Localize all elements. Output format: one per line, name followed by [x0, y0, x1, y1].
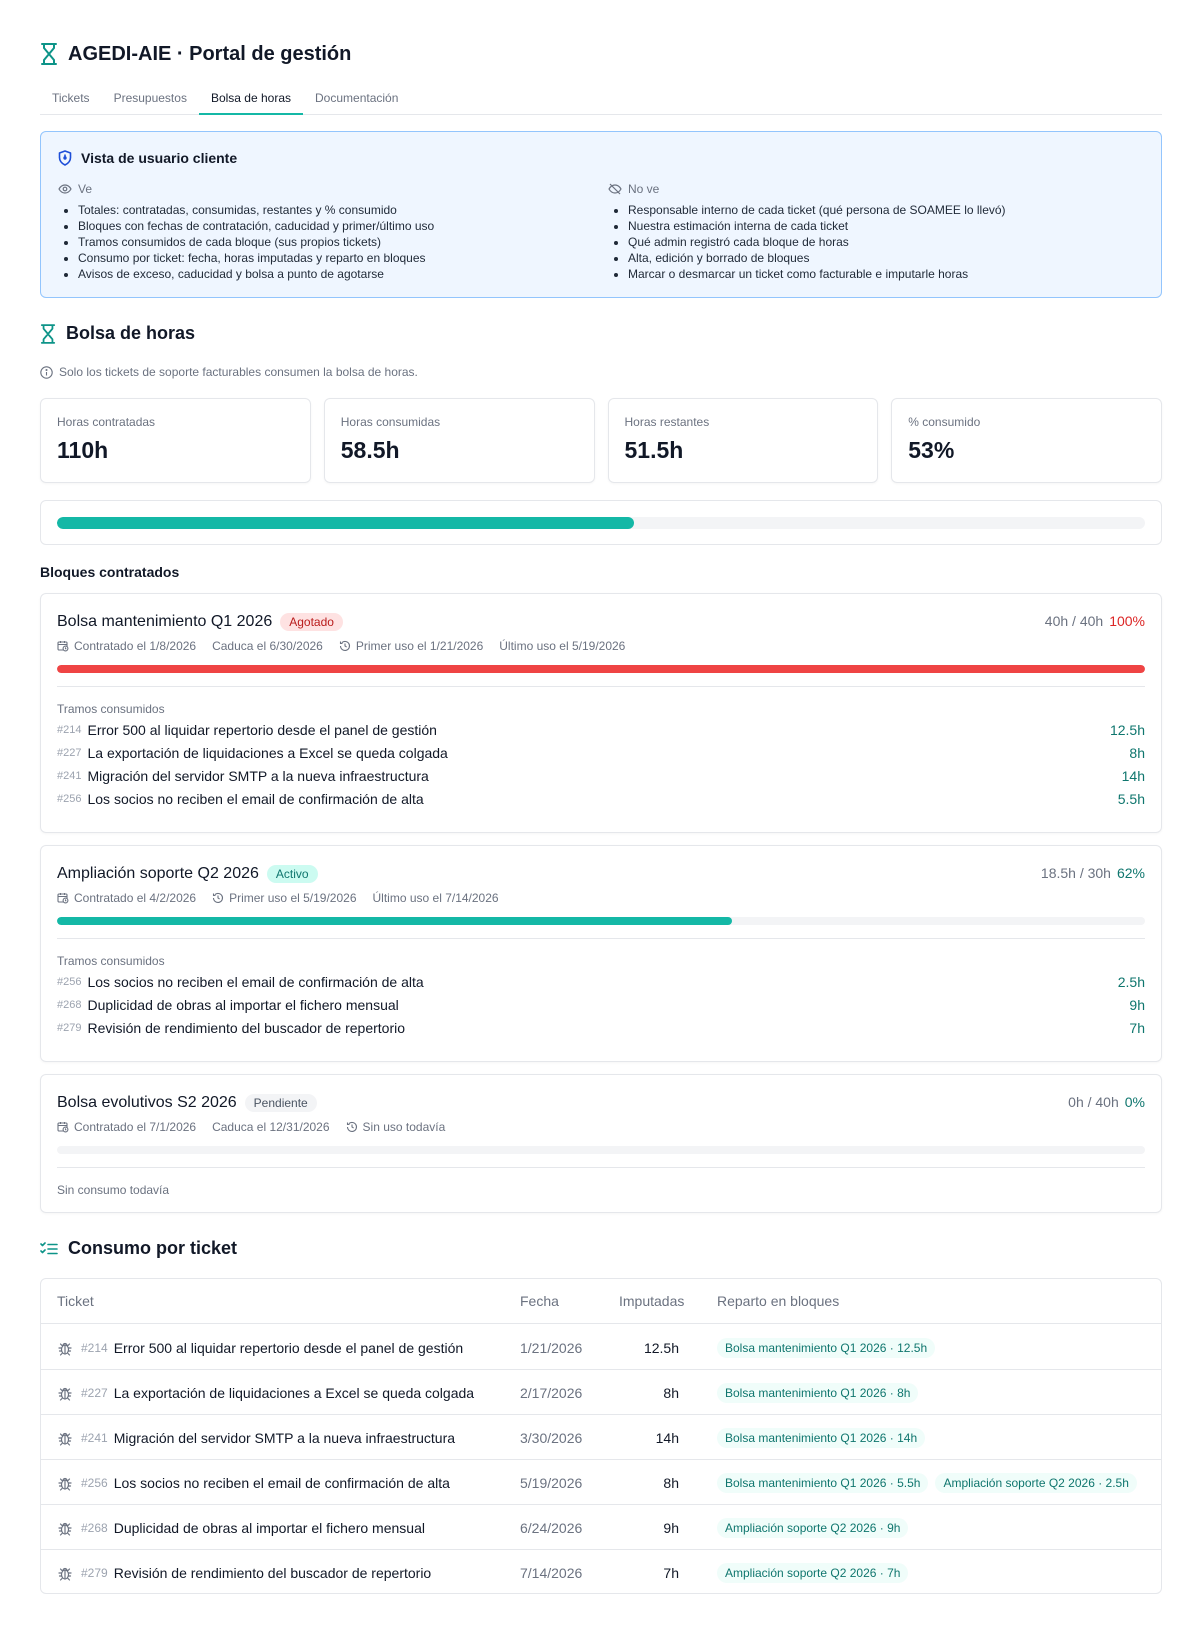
block-allocation-chip: Bolsa mantenimiento Q1 2026 · 5.5h [717, 1473, 928, 1493]
ticket-hours: 8h [663, 1474, 679, 1491]
block-usage-percent: 62% [1116, 865, 1145, 881]
ticket-title: La exportación de liquidaciones a Excel se queda colgada [87, 745, 448, 761]
ticket-title: Duplicidad de obras al importar el fichero mensual [87, 997, 399, 1013]
list-item: • Bloques con fechas de contratación, caducidad y primer/último uso [78, 218, 578, 234]
tab-bar [40, 84, 1162, 115]
tramo-hours: 7h [1129, 1020, 1145, 1036]
bolsa-heading [40, 323, 195, 344]
tramos-label: Tramos consumidos [57, 954, 165, 968]
list-item: • Alta, edición y borrado de bloques [628, 250, 1128, 266]
ticket-hours: 7h [663, 1564, 679, 1581]
block-usage [1068, 1094, 1145, 1110]
block-allocation [717, 1370, 925, 1415]
client-view-heading [58, 150, 237, 166]
stat-value: 53% [908, 437, 955, 463]
empty-consumption-text: Sin consumo todavía [57, 1183, 170, 1197]
tab-tickets[interactable]: Tickets [52, 91, 90, 105]
bug-icon [57, 1565, 73, 1581]
ticket-cell [57, 1415, 455, 1460]
overall-progress-fill [57, 517, 634, 529]
last-use-date: Último uso el 7/14/2026 [372, 891, 499, 905]
stat-card [891, 398, 1162, 483]
tab-presupuestos[interactable]: Presupuestos [113, 91, 187, 105]
block-header [57, 613, 343, 631]
not-sees-label: No ve [628, 182, 660, 196]
meta-text: Contratado el 1/8/2026 [74, 639, 197, 653]
block-usage-percent: 0% [1124, 1094, 1145, 1110]
ticket-cell [57, 1460, 450, 1505]
sees-label: Ve [78, 182, 93, 196]
block-usage-percent: 100% [1109, 613, 1145, 629]
sees-column [58, 181, 578, 282]
status-badge: Activo [267, 865, 318, 883]
table-row[interactable] [41, 1325, 1161, 1370]
last-use-date: Último uso el 5/19/2026 [499, 639, 626, 653]
table-row[interactable] [41, 1460, 1161, 1505]
table-header [41, 1279, 1161, 1324]
block-card [40, 1074, 1162, 1213]
bug-icon [57, 1385, 73, 1401]
tramos-label: Tramos consumidos [57, 702, 165, 716]
ticket-date: 6/24/2026 [520, 1519, 583, 1536]
block-usage [1045, 613, 1145, 629]
tramo-row [57, 718, 1145, 742]
overall-progress-card [40, 500, 1162, 545]
block-card [40, 593, 1162, 833]
table-row[interactable] [41, 1550, 1161, 1595]
shield-icon [58, 150, 72, 166]
ticket-date: 5/19/2026 [520, 1474, 583, 1491]
ticket-hours: 12.5h [643, 1339, 679, 1356]
bug-icon [57, 1520, 73, 1536]
tramo-row [57, 970, 1145, 994]
list-item: • Tramos consumidos de cada bloque (sus propios tickets) [78, 234, 578, 250]
ticket-id: #256 [57, 793, 82, 805]
tramo-hours: 2.5h [1117, 974, 1145, 990]
block-usage-hours: 18.5h / 30h [1040, 865, 1111, 881]
meta-text: Sin uso todavía [362, 1120, 446, 1134]
block-allocation [717, 1505, 915, 1550]
stat-label: % consumido [908, 415, 981, 429]
ticket-title: Revisión de rendimiento del buscador de repertorio [87, 1020, 405, 1036]
eye-icon [58, 184, 72, 194]
ticket-id: #279 [57, 1022, 82, 1034]
column-header-ticket: Ticket [57, 1293, 94, 1309]
calendar-clock-icon [57, 1121, 69, 1133]
stat-value: 58.5h [340, 437, 400, 463]
block-progress-fill [57, 917, 732, 925]
divider [57, 686, 1145, 687]
ticket-date: 3/30/2026 [520, 1429, 583, 1446]
list-item: • Responsable interno de cada ticket (qué persona de SOAMEE lo llevó) [628, 202, 1128, 218]
block-name: Bolsa mantenimiento Q1 2026 [57, 613, 273, 630]
tab-documentacion[interactable]: Documentación [315, 91, 399, 105]
ticket-title: Duplicidad de obras al importar el fichero mensual [113, 1519, 425, 1536]
tramo-hours: 8h [1129, 745, 1145, 761]
ticket-id: #268 [57, 999, 82, 1011]
block-allocation [717, 1325, 942, 1370]
block-usage [1041, 865, 1145, 881]
ticket-id: #214 [57, 724, 82, 736]
ticket-title: Error 500 al liquidar repertorio desde el panel de gestión [87, 722, 437, 738]
sees-heading [58, 181, 578, 197]
block-usage-hours: 0h / 40h [1068, 1094, 1119, 1110]
block-allocation-chip: Ampliación soporte Q2 2026 · 7h [717, 1563, 908, 1583]
block-header [57, 1094, 317, 1112]
ticket-title: Los socios no reciben el email de confirmación de alta [87, 974, 424, 990]
app-title: AGEDI-AIE · Portal de gestión [68, 42, 352, 65]
meta-text: Primer uso el 5/19/2026 [229, 891, 357, 905]
consumo-heading [40, 1238, 237, 1259]
ticket-date: 7/14/2026 [520, 1564, 583, 1581]
bug-icon [57, 1340, 73, 1356]
table-row[interactable] [41, 1505, 1161, 1550]
bolsa-note-text: Solo los tickets de soporte facturables consumen la bolsa de horas. [59, 365, 418, 379]
meta-text: Primer uso el 1/21/2026 [355, 639, 484, 653]
hourglass-icon [40, 43, 60, 65]
list-item: • Avisos de exceso, caducidad y bolsa a punto de agotarse [78, 266, 578, 282]
block-progress-track [57, 917, 1145, 925]
list-item: • Marcar o desmarcar un ticket como facturable e imputarle horas [628, 266, 1128, 282]
bolsa-title: Bolsa de horas [66, 323, 196, 343]
divider [57, 1167, 1145, 1168]
block-allocation-chip: Bolsa mantenimiento Q1 2026 · 12.5h [717, 1338, 935, 1358]
column-header-imputadas: Imputadas [619, 1293, 685, 1309]
ticket-hours: 8h [663, 1384, 679, 1401]
block-allocation-chip: Ampliación soporte Q2 2026 · 2.5h [935, 1473, 1136, 1493]
block-name: Bolsa evolutivos S2 2026 [57, 1094, 237, 1111]
block-meta [57, 639, 641, 653]
ticket-id: #214 [81, 1340, 108, 1355]
table-row[interactable] [41, 1415, 1161, 1460]
ticket-id: #268 [81, 1520, 108, 1535]
info-icon [40, 366, 53, 379]
eye-off-icon [608, 183, 622, 195]
overall-progress-track [57, 517, 1145, 529]
client-view-panel [40, 131, 1162, 298]
tramo-hours: 9h [1129, 997, 1145, 1013]
first-use-date [339, 639, 483, 653]
status-badge: Pendiente [245, 1094, 317, 1112]
not-sees-heading [608, 181, 1128, 197]
block-meta [57, 891, 515, 905]
block-card [40, 845, 1162, 1062]
tramo-row [57, 1016, 1145, 1040]
ticket-cell [57, 1325, 463, 1370]
history-icon [212, 892, 224, 904]
list-item: • Totales: contratadas, consumidas, restantes y % consumido [78, 202, 578, 218]
ticket-title: Los socios no reciben el email de confirmación de alta [113, 1474, 450, 1491]
expiry-date: Caduca el 6/30/2026 [212, 639, 323, 653]
stat-label: Horas contratadas [57, 415, 156, 429]
table-row[interactable] [41, 1370, 1161, 1415]
tramo-hours: 12.5h [1109, 722, 1145, 738]
calendar-clock-icon [57, 640, 69, 652]
column-header-reparto: Reparto en bloques [717, 1293, 840, 1309]
stat-label: Horas consumidas [340, 415, 441, 429]
tab-bolsa-de-horas[interactable]: Bolsa de horas [199, 84, 303, 115]
ticket-id: #279 [81, 1565, 108, 1580]
history-icon [346, 1121, 358, 1133]
stat-value: 110h [57, 437, 109, 463]
contracted-date [57, 639, 196, 653]
block-allocation-chip: Ampliación soporte Q2 2026 · 9h [717, 1518, 908, 1538]
tramo-hours: 14h [1121, 768, 1145, 784]
ticket-hours: 14h [655, 1429, 679, 1446]
meta-text: Contratado el 4/2/2026 [74, 891, 197, 905]
contracted-date [57, 891, 196, 905]
block-allocation [717, 1460, 1144, 1505]
block-progress-fill [57, 665, 1145, 673]
list-item: • Consumo por ticket: fecha, horas imputadas y reparto en bloques [78, 250, 578, 266]
tramo-row [57, 993, 1145, 1017]
ticket-title: Migración del servidor SMTP a la nueva infraestructura [87, 768, 429, 784]
block-allocation-chip: Bolsa mantenimiento Q1 2026 · 14h [717, 1428, 925, 1448]
ticket-date: 1/21/2026 [520, 1339, 583, 1356]
status-badge: Agotado [280, 613, 343, 631]
client-view-title: Vista de usuario cliente [81, 150, 238, 166]
block-allocation [717, 1550, 915, 1595]
usage-status [346, 1120, 446, 1134]
bolsa-note [40, 365, 418, 379]
ticket-title: La exportación de liquidaciones a Excel se queda colgada [113, 1384, 475, 1401]
block-header [57, 865, 318, 883]
divider [57, 938, 1145, 939]
tramo-row [57, 741, 1145, 765]
stat-card [324, 398, 595, 483]
calendar-clock-icon [57, 892, 69, 904]
ticket-date: 2/17/2026 [520, 1384, 583, 1401]
ticket-title: Revisión de rendimiento del buscador de repertorio [113, 1564, 432, 1581]
ticket-cell [57, 1550, 431, 1595]
contracted-date [57, 1120, 196, 1134]
ticket-cell [57, 1505, 425, 1550]
ticket-hours: 9h [663, 1519, 679, 1536]
app-header [40, 40, 351, 68]
block-allocation [717, 1415, 932, 1460]
meta-text: Contratado el 7/1/2026 [74, 1120, 197, 1134]
ticket-id: #241 [81, 1430, 108, 1445]
stat-card [40, 398, 311, 483]
ticket-title: Migración del servidor SMTP a la nueva infraestructura [113, 1429, 456, 1446]
bug-icon [57, 1430, 73, 1446]
ticket-title: Los socios no reciben el email de confirmación de alta [87, 791, 424, 807]
block-name: Ampliación soporte Q2 2026 [57, 865, 259, 882]
block-usage-hours: 40h / 40h [1044, 613, 1104, 629]
block-allocation-chip: Bolsa mantenimiento Q1 2026 · 8h [717, 1383, 918, 1403]
expiry-date: Caduca el 12/31/2026 [212, 1120, 330, 1134]
hourglass-icon [40, 324, 56, 344]
block-meta [57, 1120, 461, 1134]
consumo-title: Consumo por ticket [68, 1238, 238, 1258]
not-sees-list [608, 202, 1128, 282]
stat-label: Horas restantes [624, 415, 710, 429]
list-item: • Nuestra estimación interna de cada ticket [628, 218, 1128, 234]
sees-list [58, 202, 578, 282]
column-header-fecha: Fecha [520, 1293, 559, 1309]
consumo-table [40, 1278, 1162, 1594]
blocks-title: Bloques contratados [40, 564, 180, 580]
not-sees-column [608, 181, 1128, 282]
block-progress-track [57, 1146, 1145, 1154]
tramo-hours: 5.5h [1117, 791, 1145, 807]
checklist-icon [40, 1241, 58, 1257]
list-item: • Qué admin registró cada bloque de horas [628, 234, 1128, 250]
ticket-id: #256 [81, 1475, 108, 1490]
stats-row [40, 398, 1162, 483]
block-progress-track [57, 665, 1145, 673]
tramo-row [57, 787, 1145, 811]
history-icon [339, 640, 351, 652]
ticket-id: #227 [81, 1385, 108, 1400]
ticket-id: #256 [57, 976, 82, 988]
ticket-id: #241 [57, 770, 82, 782]
ticket-id: #227 [57, 747, 82, 759]
tramo-row [57, 764, 1145, 788]
ticket-title: Error 500 al liquidar repertorio desde el panel de gestión [113, 1339, 464, 1356]
ticket-cell [57, 1370, 474, 1415]
stat-card [608, 398, 879, 483]
stat-value: 51.5h [624, 437, 684, 463]
bug-icon [57, 1475, 73, 1491]
first-use-date [212, 891, 356, 905]
